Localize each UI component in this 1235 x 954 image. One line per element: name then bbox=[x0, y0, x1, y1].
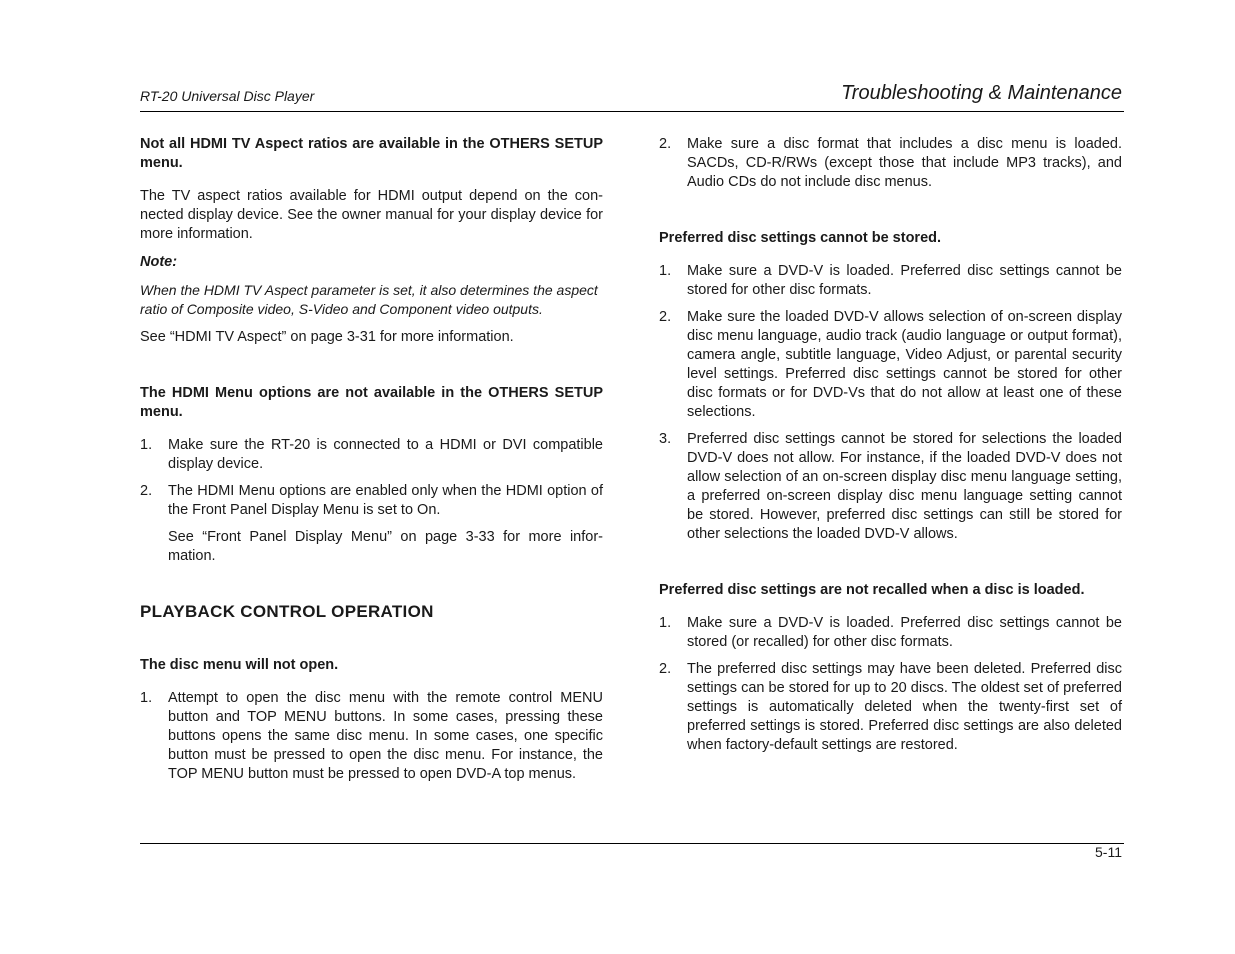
left-column bbox=[140, 135, 603, 784]
section-title-playback: PLAYBACK CONTROL OPERATION bbox=[140, 602, 434, 621]
settings-not-stored-steps bbox=[659, 262, 1122, 544]
footer-rule bbox=[140, 843, 1124, 844]
list-item: 1. Make sure a DVD-V is loaded. Preferred disc settings cannot be stored for other disc formats. bbox=[659, 263, 1122, 298]
note-label: Note: bbox=[140, 254, 178, 270]
page-number: 5-11 bbox=[1095, 844, 1122, 860]
list-item: 2. Make sure a disc format that includes a disc menu is loaded. SACDs, CD-R/RWs (except those that include MP3 tracks), and Audio CDs do not include disc menus. bbox=[659, 136, 1122, 190]
disc-menu-steps bbox=[140, 689, 603, 784]
header-rule bbox=[140, 111, 1124, 112]
right-column bbox=[659, 135, 1122, 755]
heading-settings-not-stored: Preferred disc settings cannot be stored. bbox=[659, 230, 942, 246]
list-item: 1. Make sure the RT-20 is connected to a HDMI or DVI compatible display device. bbox=[140, 437, 603, 472]
paragraph-aspect-info: The TV aspect ratios available for HDMI output depend on the con-nected display device. See the owner manual for your display device for more information. bbox=[140, 188, 603, 242]
heading-disc-menu: The disc menu will not open. bbox=[140, 657, 339, 673]
list-item: 2. The preferred disc settings may have been deleted. Preferred disc settings can be stored for up to 20 discs. The oldest set of preferred settings is automatically deleted when the twenty-first set of preferred settings is stored. Preferred disc settings are also deleted when factory-default settings are restored. bbox=[659, 661, 1122, 753]
list-item: 1. Attempt to open the disc menu with the remote control MENU button and TOP MENU buttons. In some cases, pressing these buttons opens the same disc menu. In some cases, one specific button must be pressed to open the disc menu. For instance, the TOP MENU button must be pressed to open DVD-A top menus. bbox=[140, 690, 603, 782]
list-item: 2. The HDMI Menu options are enabled only when the HDMI option of the Front Panel Display Menu is set to On. bbox=[140, 483, 603, 518]
hdmi-menu-steps bbox=[140, 436, 603, 520]
see-hdmi-tv-aspect: See “HDMI TV Aspect” on page 3-31 for more information. bbox=[140, 329, 514, 345]
list-item: 1. Make sure a DVD-V is loaded. Preferred disc settings cannot be stored (or recalled) for other disc formats. bbox=[659, 615, 1122, 650]
heading-hdmi-aspect: Not all HDMI TV Aspect ratios are available in the OTHERS SETUP menu. bbox=[140, 136, 603, 171]
list-item: 2. Make sure the loaded DVD-V allows selection of on-screen display disc menu language, audio track (audio language or output format), camera angle, subtitle language, Video Adjust, or parental security level settings. Preferred disc settings cannot be stored for other disc formats or for DVD-Vs that do not allow at least one of these selections. bbox=[659, 309, 1122, 420]
see-front-panel-menu: See “Front Panel Display Menu” on page 3-33 for more infor-mation. bbox=[168, 529, 603, 564]
settings-not-recalled-steps bbox=[659, 614, 1122, 755]
heading-settings-not-recalled: Preferred disc settings are not recalled when a disc is loaded. bbox=[659, 582, 1085, 598]
header-product-title: RT-20 Universal Disc Player bbox=[140, 88, 315, 104]
list-item: 3. Preferred disc settings cannot be stored for selections the loaded DVD-V does not allow. For instance, if the loaded DVD-V does not allow selection of an on-screen display disc menu language setting, a preferred on-screen display disc menu language setting cannot be stored. However, preferred disc settings can still be stored for other selections the loaded DVD-V allows. bbox=[659, 431, 1122, 542]
heading-hdmi-menu: The HDMI Menu options are not available in the OTHERS SETUP menu. bbox=[140, 385, 603, 420]
header-chapter-title: Troubleshooting & Maintenance bbox=[841, 82, 1122, 104]
disc-menu-steps-continued bbox=[659, 135, 1122, 192]
note-text: When the HDMI TV Aspect parameter is set, it also determines the aspect ratio of Composite video, S-Video and Component video outputs. bbox=[140, 282, 598, 317]
